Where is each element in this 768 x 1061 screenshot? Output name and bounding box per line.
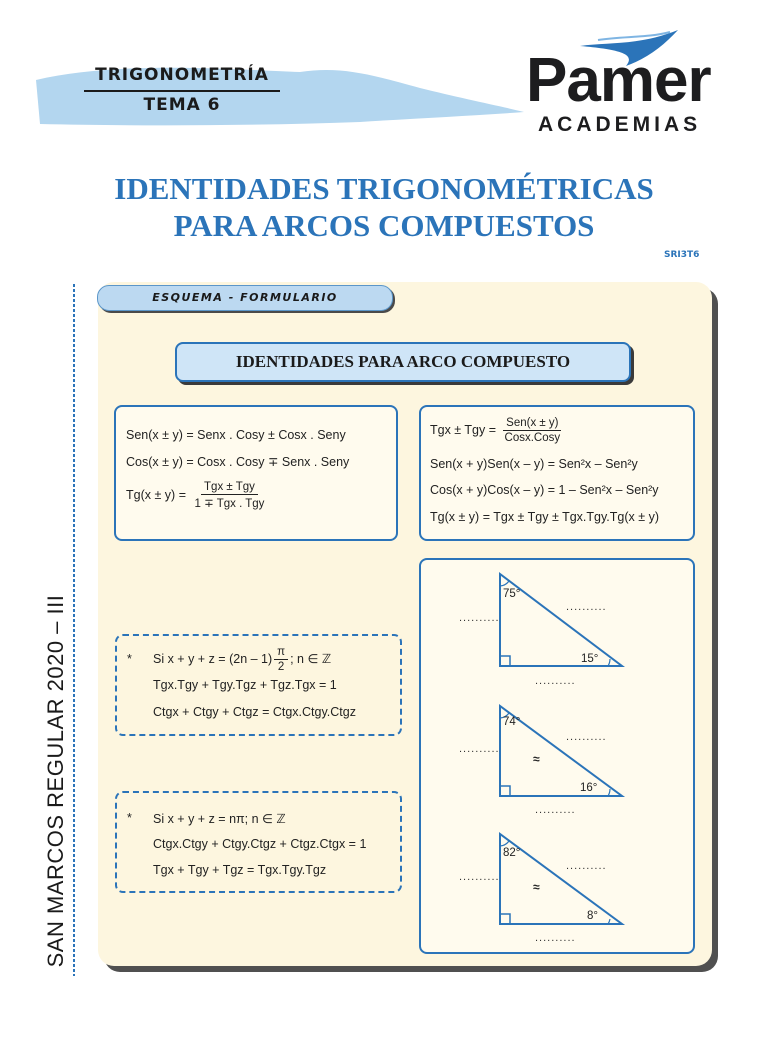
triangle2-hyp-dots: .......... bbox=[566, 731, 607, 743]
formula-box-right bbox=[419, 405, 695, 541]
formula-cos-sum: Cos(x ± y) = Cosx . Cosy ∓ Senx . Seny bbox=[126, 455, 350, 469]
formula-tg-fraction bbox=[191, 481, 267, 510]
triangle-75-15-icon bbox=[496, 570, 626, 670]
triangle3-hyp-dots: .......... bbox=[566, 860, 607, 872]
condition1-line3: Ctgx + Ctgy + Ctgz = Ctgx.Ctgy.Ctgz bbox=[153, 705, 356, 719]
condition1-pi-fraction bbox=[274, 646, 288, 673]
sidebar-dotted-line bbox=[73, 284, 75, 976]
condition2-line3: Tgx + Tgy + Tgz = Tgx.Tgy.Tgz bbox=[153, 863, 327, 877]
formula-tgsum-numerator: Sen(x ± y) bbox=[503, 417, 561, 431]
condition-box-2 bbox=[115, 791, 402, 893]
triangle2-left-dots: .......... bbox=[459, 743, 500, 755]
triangle3-approx: ≈ bbox=[533, 880, 540, 894]
condition1-pi: π bbox=[274, 646, 288, 660]
page-title-line2: PARA ARCOS COMPUESTOS bbox=[173, 208, 595, 243]
formula-tgsum-denominator: Cosx.Cosy bbox=[504, 432, 561, 444]
section-tag: ESQUEMA - FORMULARIO bbox=[97, 285, 393, 311]
triangle3-bottom-angle: 8° bbox=[587, 910, 598, 922]
triangle2-bottom-angle: 16° bbox=[580, 782, 598, 794]
triangle1-bottom-angle: 15° bbox=[581, 653, 599, 665]
condition2-line1: Si x + y + z = nπ; n ∈ ℤ bbox=[153, 812, 286, 826]
triangle3-left-dots: .......... bbox=[459, 871, 500, 883]
triangle1-hyp-dots: .......... bbox=[566, 601, 607, 613]
triangle3-base-dots: .......... bbox=[535, 932, 576, 944]
formula-tg-denominator: 1 ∓ Tgx . Tgy bbox=[194, 498, 265, 510]
formula-tgsum-fraction bbox=[502, 417, 564, 444]
sidebar-text: SAN MARCOS REGULAR 2020 – III bbox=[43, 594, 68, 968]
subject-label: TRIGONOMETRÍA bbox=[95, 65, 269, 85]
page-title-line1: IDENTIDADES TRIGONOMÉTRICAS bbox=[114, 171, 654, 206]
formula-tg-sum bbox=[126, 481, 269, 510]
formula-tg-numerator: Tgx ± Tgy bbox=[201, 481, 258, 495]
formula-tgsum-lhs: Tgx ± Tgy = bbox=[430, 422, 497, 437]
triangle1-top-angle: 75° bbox=[503, 588, 521, 600]
formula-tg-property: Tg(x ± y) = Tgx ± Tgy ± Tgx.Tgy.Tg(x ± y) bbox=[430, 510, 659, 524]
formula-sen-product: Sen(x + y)Sen(x – y) = Sen²x – Sen²y bbox=[430, 457, 638, 471]
triangle2-approx: ≈ bbox=[533, 752, 540, 766]
triangle-82-8-icon bbox=[496, 830, 626, 928]
condition1-line2: Tgx.Tgy + Tgy.Tgz + Tgz.Tgx = 1 bbox=[153, 678, 337, 692]
logo-subtitle: ACADEMIAS bbox=[538, 113, 702, 136]
condition1-pre: Si x + y + z = (2n – 1) bbox=[153, 651, 273, 666]
triangle2-base-dots: .......... bbox=[535, 804, 576, 816]
formula-tg-sum-ratio bbox=[430, 417, 565, 444]
triangle1-base-dots: .......... bbox=[535, 675, 576, 687]
logo-name: Pamer bbox=[526, 46, 711, 115]
document-code: SRI3T6 bbox=[664, 250, 700, 260]
condition-box-1 bbox=[115, 634, 402, 736]
condition2-bullet: * bbox=[127, 811, 132, 825]
header-rule bbox=[84, 90, 280, 92]
section-banner: IDENTIDADES PARA ARCO COMPUESTO bbox=[175, 342, 631, 382]
condition1-post: ; n ∈ ℤ bbox=[290, 651, 332, 666]
triangle1-left-dots: .......... bbox=[459, 612, 500, 624]
condition1-bullet: * bbox=[127, 652, 132, 666]
topic-label: TEMA 6 bbox=[143, 95, 221, 115]
condition2-line2: Ctgx.Ctgy + Ctgy.Ctgz + Ctgz.Ctgx = 1 bbox=[153, 837, 367, 851]
triangle3-top-angle: 82° bbox=[503, 847, 521, 859]
condition1-two: 2 bbox=[277, 661, 285, 673]
formula-sen-sum: Sen(x ± y) = Senx . Cosy ± Cosx . Seny bbox=[126, 428, 346, 442]
condition1-line1 bbox=[153, 646, 331, 673]
formula-tg-lhs: Tg(x ± y) = bbox=[126, 487, 186, 502]
formula-box-left bbox=[114, 405, 398, 541]
formula-cos-product: Cos(x + y)Cos(x – y) = 1 – Sen²x – Sen²y bbox=[430, 483, 659, 497]
triangle2-top-angle: 74° bbox=[503, 716, 521, 728]
